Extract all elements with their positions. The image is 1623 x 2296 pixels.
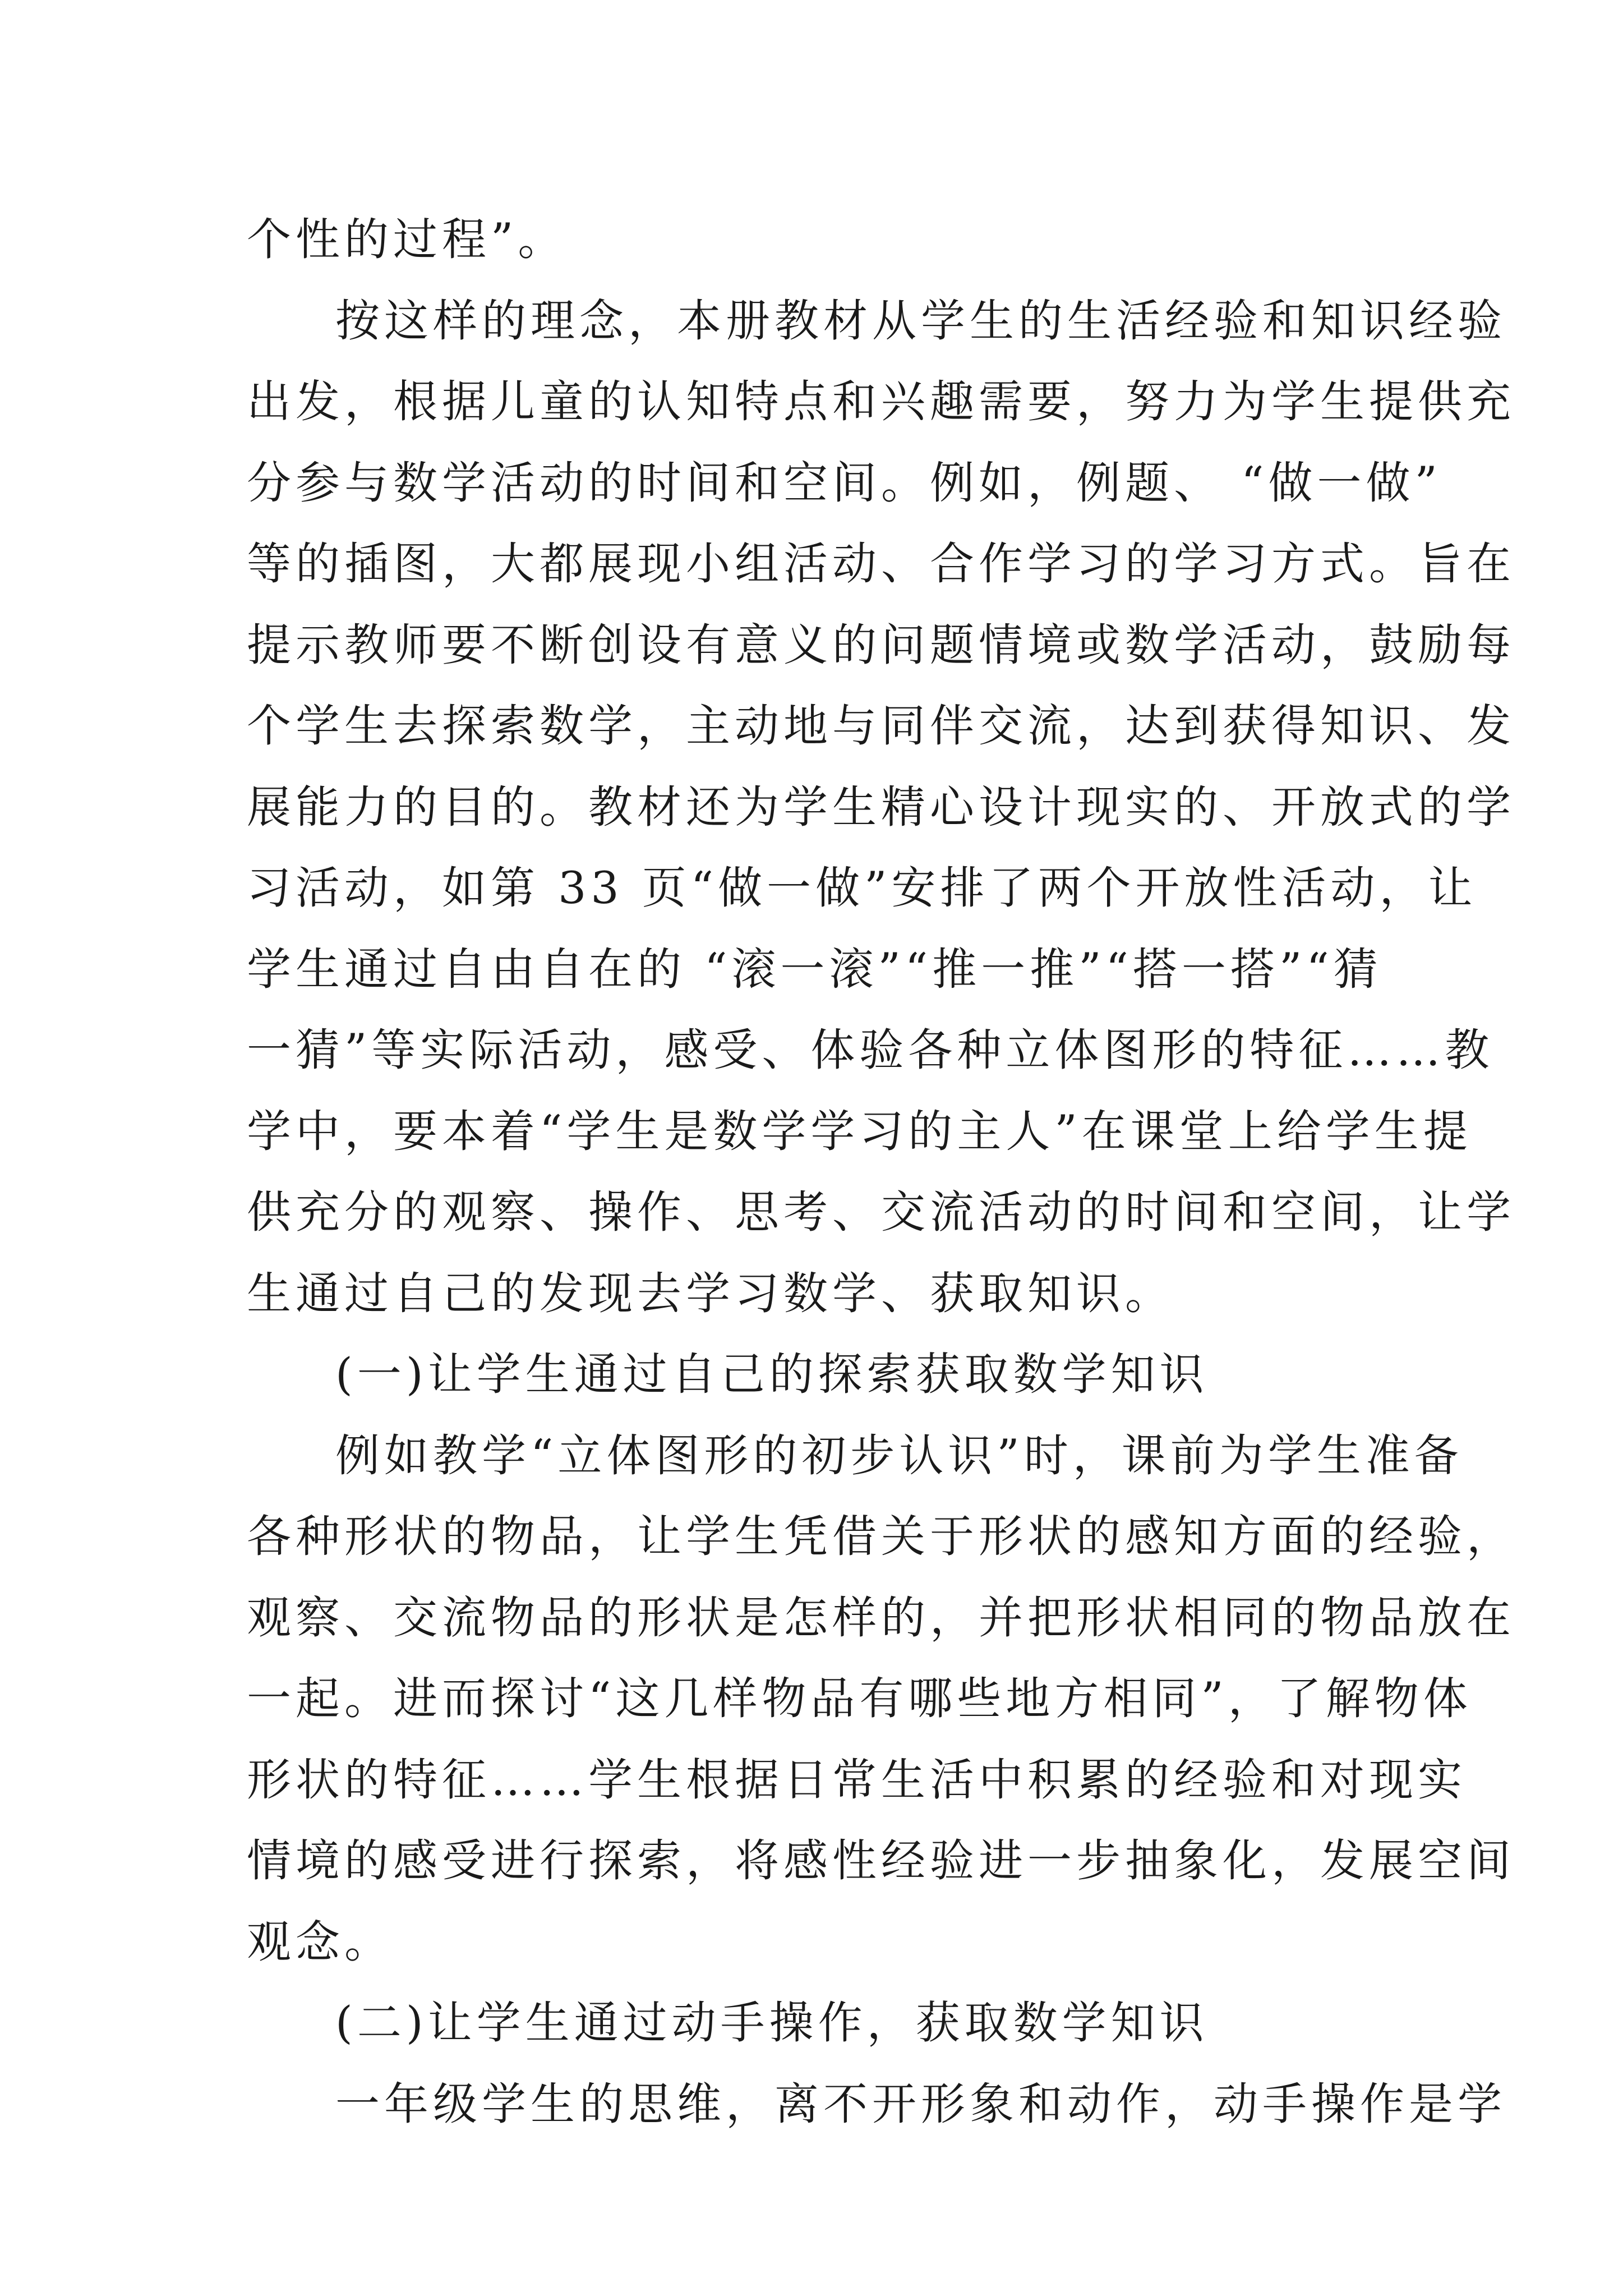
- text-line: 个学生去探索数学，主动地与同伴交流，达到获得知识、发: [247, 700, 1515, 752]
- body-text: [247, 199, 1515, 2145]
- text-line: 例如教学“立体图形的初步认识”时，课前为学生准备: [335, 1429, 1463, 1481]
- text-line: 学中，要本着“学生是数学学习的主人”在课堂上给学生提: [247, 1105, 1472, 1157]
- text-line: 一起。进而探讨“这几样物品有哪些地方相同”，了解物体: [247, 1673, 1472, 1724]
- text-line: 形状的特征……学生根据日常生活中积累的经验和对现实: [247, 1754, 1467, 1806]
- text-line: 一年级学生的思维，离不开形象和动作，动手操作是学: [335, 2078, 1506, 2130]
- text-line: 供充分的观察、操作、思考、交流活动的时间和空间，让学: [247, 1186, 1515, 1238]
- text-line: (一)让学生通过自己的探索获取数学知识: [335, 1349, 1209, 1400]
- text-line: 个性的过程”。: [247, 214, 567, 265]
- text-line: (二)让学生通过动手操作，获取数学知识: [335, 1997, 1209, 2049]
- text-line: 学生通过自由自在的 “滚一滚”“推一推”“搭一搭”“猜: [247, 943, 1382, 995]
- text-line: 提示教师要不断创设有意义的问题情境或数学活动，鼓励每: [247, 619, 1515, 671]
- text-line: 观察、交流物品的形状是怎样的，并把形状相同的物品放在: [247, 1591, 1515, 1644]
- text-line: 展能力的目的。教材还为学生精心设计现实的、开放式的学: [247, 781, 1515, 833]
- text-line: 习活动，如第 33 页“做一做”安排了两个开放性活动，让: [247, 862, 1477, 914]
- text-line: 分参与数学活动的时间和空间。例如，例题、 “做一做”: [247, 457, 1442, 509]
- text-line: 出发，根据儿童的认知特点和兴趣需要，努力为学生提供充: [247, 376, 1515, 427]
- text-line: 一猜”等实际活动，感受、体验各种立体图形的特征……教: [247, 1024, 1494, 1076]
- text-line: 观念。: [247, 1916, 393, 1968]
- text-line: 各种形状的物品，让学生凭借关于形状的感知方面的经验，: [247, 1511, 1515, 1562]
- text-line: 等的插图，大都展现小组活动、合作学习的学习方式。旨在: [247, 538, 1515, 590]
- text-line: 按这样的理念，本册教材从学生的生活经验和知识经验: [335, 295, 1506, 347]
- text-line: 情境的感受进行探索，将感性经验进一步抽象化，发展空间: [247, 1835, 1515, 1887]
- text-line: 生通过自己的发现去学习数学、获取知识。: [247, 1267, 1174, 1319]
